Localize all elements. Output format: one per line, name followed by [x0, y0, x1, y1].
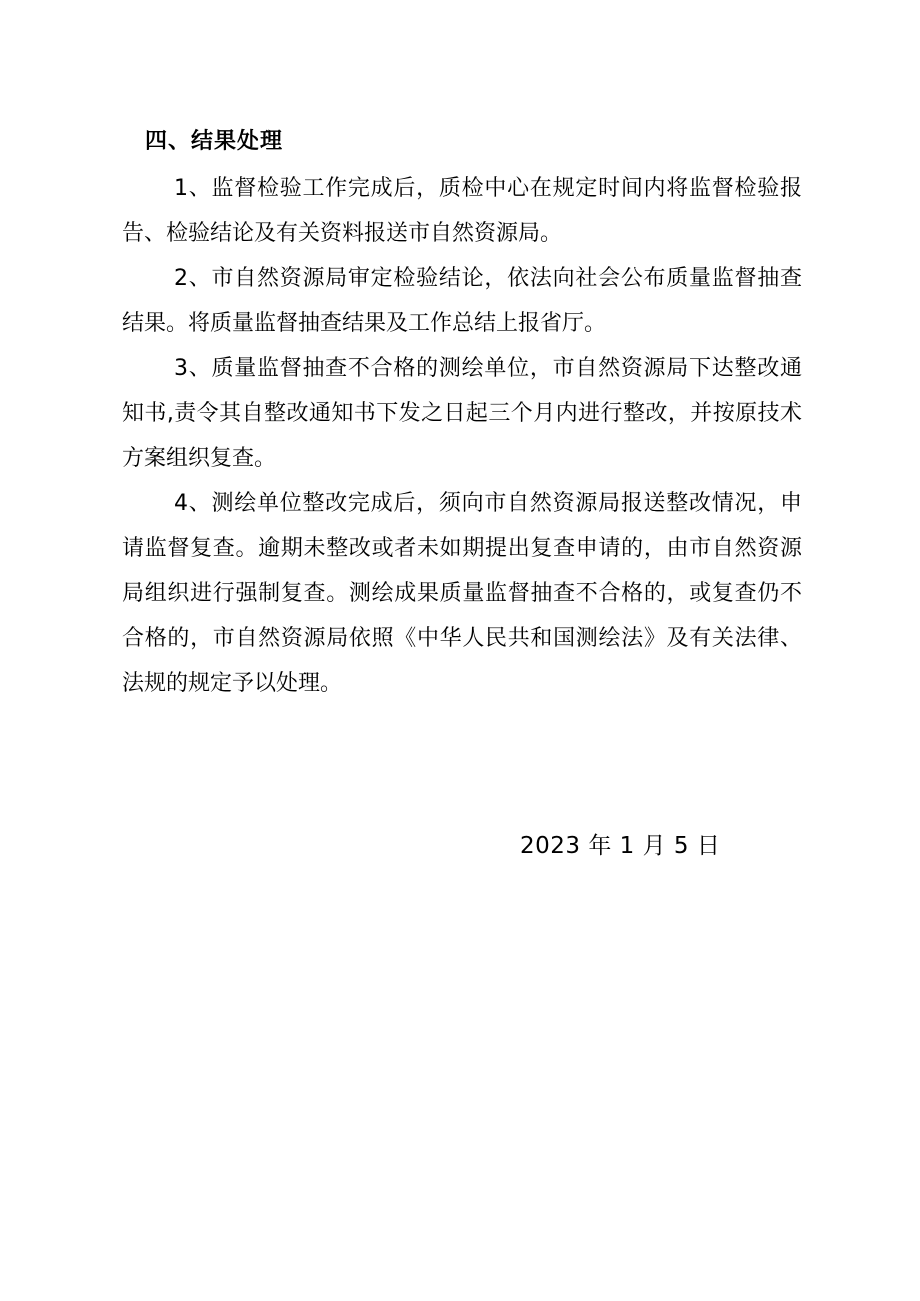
section-heading: 四、结果处理: [145, 129, 284, 154]
paragraph-2: 2、市自然资源局审定检验结论，依法向社会公布质量监督抽查结果。将质量监督抽查结果及工作总结上报省厅。: [122, 266, 802, 336]
body-text: [122, 166, 802, 706]
paragraph-3: 3、质量监督抽查不合格的测绘单位，市自然资源局下达整改通知书,责令其自整改通知书下发之日起三个月内进行整改，并按原技术方案组织复查。: [122, 356, 802, 471]
paragraph-4: 4、测绘单位整改完成后，须向市自然资源局报送整改情况，申请监督复查。逾期未整改或者未如期提出复查申请的，由市自然资源局组织进行强制复查。测绘成果质量监督抽查不合格的，或复查仍不合格的，市自然资源局依照《中华人民共和国测绘法》及有关法律、法规的规定予以处理。: [122, 491, 802, 696]
paragraph-1: 1、监督检验工作完成后，质检中心在规定时间内将监督检验报告、检验结论及有关资料报送市自然资源局。: [122, 176, 802, 246]
document-date: 2023 年 1 月 5 日: [520, 833, 721, 859]
